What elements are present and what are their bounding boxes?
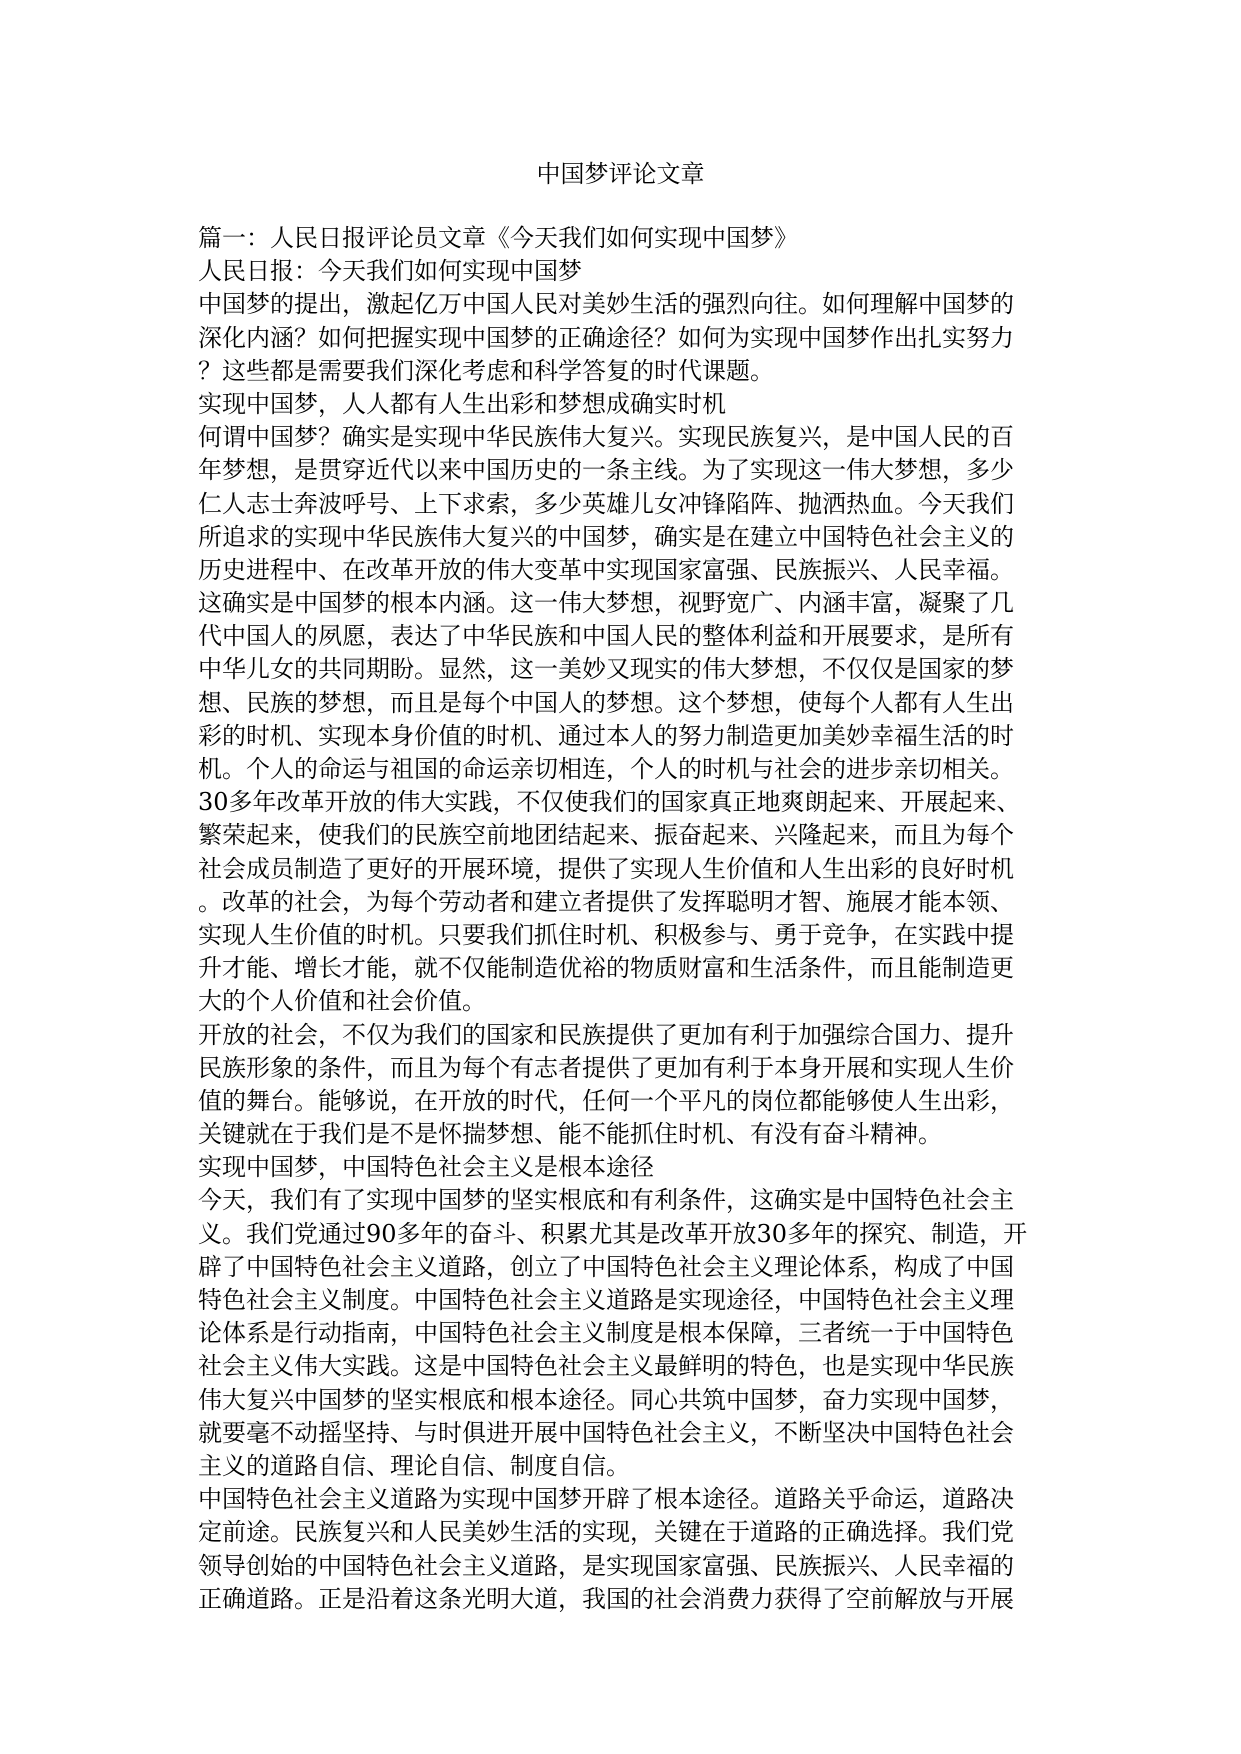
text-line: 。改革的社会，为每个劳动者和建立者提供了发挥聪明才智、施展才能本领、: [198, 887, 1014, 916]
text-line: 伟大复兴中国梦的坚实根底和根本途径。同心共筑中国梦，奋力实现中国梦，: [198, 1385, 1014, 1414]
text-line: 实现中国梦，人人都有人生出彩和梦想成确实时机: [198, 389, 726, 418]
text-line: 大的个人价值和社会价值。: [198, 987, 486, 1016]
text-line: 开放的社会，不仅为我们的国家和民族提供了更加有利于加强综合国力、提升: [198, 1020, 1014, 1049]
text-line: 人民日报：今天我们如何实现中国梦: [198, 257, 582, 286]
page-title: 中国梦评论文章: [536, 160, 705, 188]
text-line: 正确道路。正是沿着这条光明大道，我国的社会消费力获得了空前解放与开展: [198, 1584, 1014, 1613]
text-line: 仁人志士奔波呼号、上下求索，多少英雄儿女冲锋陷阵、抛洒热血。今天我们: [198, 489, 1014, 518]
text-line: 主义的道路自信、理论自信、制度自信。: [198, 1451, 630, 1480]
text-line: 30多年改革开放的伟大实践，不仅使我们的国家真正地爽朗起来、开展起来、: [198, 788, 1021, 817]
text-line: 辟了中国特色社会主义道路，创立了中国特色社会主义理论体系，构成了中国: [198, 1252, 1014, 1281]
text-line: 年梦想，是贯穿近代以来中国历史的一条主线。为了实现这一伟大梦想，多少: [198, 456, 1014, 485]
text-line: 中国特色社会主义道路为实现中国梦开辟了根本途径。道路关乎命运，道路决: [198, 1485, 1014, 1514]
text-line: 论体系是行动指南，中国特色社会主义制度是根本保障，三者统一于中国特色: [198, 1319, 1014, 1348]
text-line: 机。个人的命运与祖国的命运亲切相连，个人的时机与社会的进步亲切相关。: [198, 755, 1014, 783]
article-body: [198, 222, 1048, 1616]
text-line: 民族形象的条件，而且为每个有志者提供了更加有利于本身开展和实现人生价: [198, 1053, 1014, 1082]
text-line: 关键就在于我们是不是怀揣梦想、能不能抓住时机、有没有奋斗精神。: [198, 1120, 942, 1149]
text-line: 就要毫不动摇坚持、与时俱进开展中国特色社会主义，不断坚决中国特色社会: [198, 1418, 1014, 1447]
text-line: 深化内涵？如何把握实现中国梦的正确途径？如何为实现中国梦作出扎实努力: [198, 323, 1014, 352]
text-line: 繁荣起来，使我们的民族空前地团结起来、振奋起来、兴隆起来，而且为每个: [198, 821, 1014, 850]
text-line: 篇一：人民日报评论员文章《今天我们如何实现中国梦》: [198, 224, 798, 252]
text-line: 实现中国梦，中国特色社会主义是根本途径: [198, 1153, 654, 1182]
text-line: 社会主义伟大实践。这是中国特色社会主义最鲜明的特色，也是实现中华民族: [198, 1352, 1014, 1381]
text-line: 所追求的实现中华民族伟大复兴的中国梦，确实是在建立中国特色社会主义的: [198, 522, 1014, 551]
text-line: 中国梦的提出，激起亿万中国人民对美妙生活的强烈向往。如何理解中国梦的: [198, 290, 1014, 319]
text-line: ？这些都是需要我们深化考虑和科学答复的时代课题。: [198, 356, 774, 385]
text-line: 代中国人的夙愿，表达了中华民族和中国人民的整体利益和开展要求，是所有: [198, 622, 1014, 651]
text-line: 这确实是中国梦的根本内涵。这一伟大梦想，视野宽广、内涵丰富，凝聚了几: [198, 589, 1014, 618]
text-line: 历史进程中、在改革开放的伟大变革中实现国家富强、民族振兴、人民幸福。: [198, 555, 1014, 584]
text-line: 值的舞台。能够说，在开放的时代，任何一个平凡的岗位都能够使人生出彩，: [198, 1086, 1014, 1115]
text-line: 彩的时机、实现本身价值的时机、通过本人的努力制造更加美妙幸福生活的时: [198, 721, 1014, 750]
text-line: 今天，我们有了实现中国梦的坚实根底和有利条件，这确实是中国特色社会主: [198, 1186, 1014, 1215]
text-line: 社会成员制造了更好的开展环境，提供了实现人生价值和人生出彩的良好时机: [198, 854, 1014, 883]
text-line: 领导创始的中国特色社会主义道路，是实现国家富强、民族振兴、人民幸福的: [198, 1551, 1014, 1580]
text-line: 实现人生价值的时机。只要我们抓住时机、积极参与、勇于竞争，在实践中提: [198, 920, 1014, 949]
text-line: 定前途。民族复兴和人民美妙生活的实现，关键在于道路的正确选择。我们党: [198, 1518, 1014, 1547]
text-line: 想、民族的梦想，而且是每个中国人的梦想。这个梦想，使每个人都有人生出: [198, 688, 1014, 717]
text-line: 何谓中国梦？确实是实现中华民族伟大复兴。实现民族复兴，是中国人民的百: [198, 423, 1014, 452]
text-line: 升才能、增长才能，就不仅能制造优裕的物质财富和生活条件，而且能制造更: [198, 954, 1014, 983]
text-line: 特色社会主义制度。中国特色社会主义道路是实现途径，中国特色社会主义理: [198, 1286, 1014, 1314]
text-line: 中华儿女的共同期盼。显然，这一美妙又现实的伟大梦想，不仅仅是国家的梦: [198, 655, 1014, 684]
text-line: 义。我们党通过90多年的奋斗、积累尤其是改革开放30多年的探究、制造，开: [198, 1219, 1028, 1248]
